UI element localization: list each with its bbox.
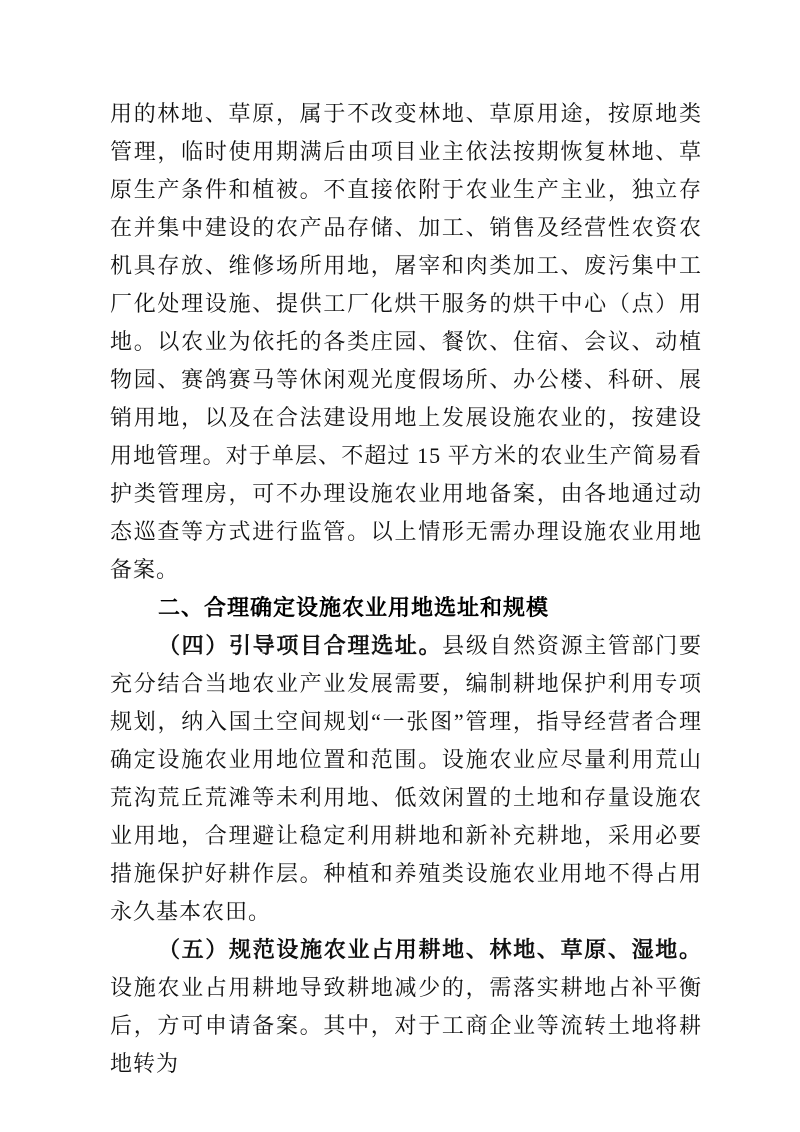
paragraph-continuation [110,95,702,589]
section-heading-text: 二、合理确定设施农业用地选址和规模 [158,595,550,620]
paragraph-text: 县级自然资源主管部门要充分结合当地农业产业发展需要，编制耕地保护利用专项规划，纳入国土空间规划“一张图”管理，指导经营者合理确定设施农业用地位置和范围。设施农业应尽量利用荒山荒沟荒丘荒滩等未利用地、低效闲置的土地和存量设施农业用地，合理避让稳定利用耕地和新补充耕地，采用必要措施保护好耕作层。种植和养殖类设施农业用地不得占用永久基本农田。 [110,633,702,924]
document-content [110,95,702,1083]
clause-lead: （五）规范设施农业占用耕地、林地、草原、湿地。 [158,937,702,962]
paragraph-text: 用的林地、草原，属于不改变林地、草原用途，按原地类管理，临时使用期满后由项目业主依法按期恢复林地、草原生产条件和植被。不直接依附于农业生产主业，独立存在并集中建设的农产品存储、加工、销售及经营性农资农机具存放、维修场所用地，屠宰和肉类加工、废污集中工厂化处理设施、提供工厂化烘干服务的烘干中心（点）用地。以农业为依托的各类庄园、餐饮、住宿、会议、动植物园、赛鸽赛马等休闲观光度假场所、办公楼、科研、展销用地，以及在合法建设用地上发展设施农业的，按建设用地管理。对于单层、不超过 15 平方米的农业生产简易看护类管理房，可不办理设施农业用地备案，由各地通过动态巡查等方式进行监管。以上情形无需办理设施农业用地备案。 [110,101,702,582]
section-heading [110,589,702,627]
paragraph-text: 设施农业占用耕地导致耕地减少的，需落实耕地占补平衡后，方可申请备案。其中，对于工商企业等流转土地将耕地转为 [110,975,702,1076]
paragraph-clause-4 [110,627,702,931]
paragraph-clause-5 [110,931,702,1083]
clause-lead: （四）引导项目合理选址。 [158,633,443,658]
